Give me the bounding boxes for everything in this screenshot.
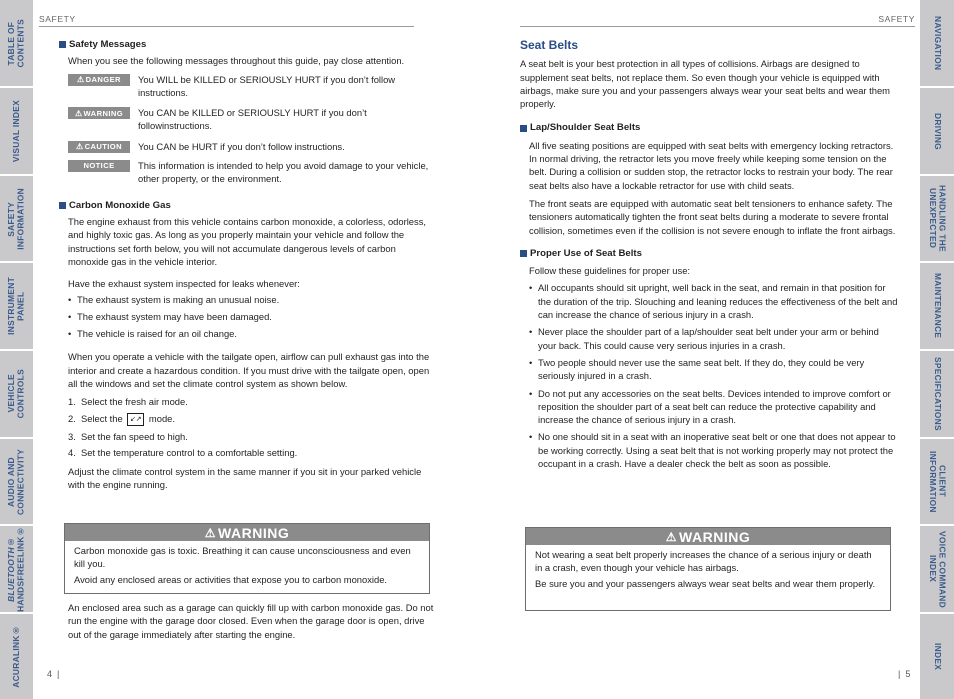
tab-safety-information[interactable]	[0, 176, 34, 261]
tab-label: SPECIFICATIONS	[932, 357, 943, 431]
list-item: 1. Select the fresh air mode.	[68, 396, 188, 408]
tab-table-of-contents[interactable]	[0, 0, 34, 86]
list-item: • The exhaust system is making an unusual noise.	[68, 294, 280, 306]
tab-label: HANDLING THE UNEXPECTED	[928, 185, 948, 252]
tab-label: VEHICLE CONTROLS	[6, 369, 26, 419]
co-paragraph: Adjust the climate control system in the same manner if you sit in your parked vehicle with the engine running.	[68, 465, 422, 490]
tab-audio-connectivity[interactable]	[0, 439, 34, 524]
list-item: 4. Set the temperature control to a comfortable setting.	[68, 447, 298, 459]
caution-label: ⚠ CAUTION	[68, 141, 130, 153]
co-paragraph: When you operate a vehicle with the tailgate open, airflow can pull exhaust gas into the interior and create a hazardous condition. If you must drive with the tailgate open, open all the windows and set the climate control system as shown below.	[68, 351, 430, 389]
section-marker-icon	[59, 41, 66, 48]
left-header-rule	[39, 26, 414, 27]
signal-row-notice	[68, 159, 437, 186]
section-heading: Proper Use of Seat Belts	[520, 247, 898, 260]
list-item: 3. Set the fan speed to high.	[68, 430, 188, 442]
tab-label: TABLE OF CONTENTS	[6, 18, 26, 68]
danger-label: ⚠ DANGER	[68, 74, 130, 86]
section-marker-icon	[59, 202, 66, 209]
warning-text: Not wearing a seat belt properly increases the chance of a serious injury or death in a crash, even though your vehicle has airbags.	[535, 549, 872, 573]
tab-label: INSTRUMENT PANEL	[6, 277, 26, 335]
left-page-content	[59, 38, 437, 491]
tab-acuralink[interactable]	[0, 614, 34, 699]
page-number: | 5	[898, 669, 911, 679]
tab-client-information[interactable]	[920, 439, 954, 524]
section-heading: Lap/Shoulder Seat Belts	[520, 121, 898, 134]
left-page-header: SAFETY	[39, 14, 76, 24]
safety-messages-intro: When you see the following messages throughout this guide, pay close attention.	[68, 55, 405, 67]
tab-label: HANDSFREELINK®	[15, 526, 26, 612]
tab-label: DRIVING	[932, 112, 943, 150]
tab-label: NAVIGATION	[932, 15, 943, 71]
warning-box-title: ⚠ WARNING	[526, 528, 890, 545]
tab-navigation[interactable]	[920, 0, 954, 86]
right-header-rule	[520, 26, 915, 27]
tab-voice-command-index[interactable]	[920, 526, 954, 612]
warning-text: Be sure you and your passengers always wear seat belts and wear them properly.	[535, 578, 876, 590]
warning-label: ⚠ WARNING	[68, 107, 130, 119]
warning-triangle-icon: ⚠	[665, 529, 678, 544]
tab-vehicle-controls[interactable]	[0, 351, 34, 437]
right-warning-box	[525, 527, 891, 611]
list-item: • The vehicle is raised for an oil change.	[68, 328, 237, 340]
section-marker-icon	[520, 125, 527, 132]
signal-row-caution	[68, 140, 437, 153]
list-item: • Two people should never use the same seat belt. If they do, they could be very seriously injured in a crash.	[529, 356, 865, 382]
warning-triangle-icon: ⚠	[77, 74, 85, 84]
tab-label: MAINTENANCE	[932, 273, 943, 339]
fan-mode-icon: ↙↗	[127, 413, 144, 426]
section-heading: Safety Messages	[59, 38, 437, 51]
warning-text: Avoid any enclosed areas or activities that expose you to carbon monoxide.	[74, 574, 388, 586]
tab-label: VOICE COMMAND INDEX	[928, 530, 948, 608]
tab-visual-index[interactable]	[0, 88, 34, 174]
tab-specifications[interactable]	[920, 351, 954, 437]
list-item: • Do not put any accessories on the seat belts. Devices intended to improve comfort or reposition the shoulder part of a seat belt can reduce the protective capability and increase the chance of serious injury in a crash.	[529, 387, 891, 426]
tab-instrument-panel[interactable]	[0, 263, 34, 349]
closing-paragraph: An enclosed area such as a garage can quickly fill up with carbon monoxide gas. Do not run the engine with the garage door closed. Even when the garage door is open, drive out of the garage immediately after starting the engine.	[68, 602, 434, 640]
page-title: Seat Belts	[520, 38, 579, 52]
seat-belt-intro: A seat belt is your best protection in all types of collisions. Airbags are designed to supplement seat belts, not replace them. So even though your vehicle is equipped with airbags, make sure you and your passengers always wear your seat belts and wear them properly.	[520, 58, 890, 110]
left-warning-box	[64, 523, 430, 594]
lap-shoulder-paragraph: The front seats are equipped with automatic seat belt tensioners to enhance safety. The tensioners automatically tighten the front seat belts during a moderate to severe frontal collision, sometimes even if the collision is not severe enough to inflate the front airbags.	[529, 197, 896, 236]
signal-text: You CAN be HURT if you don’t follow instructions.	[138, 140, 345, 152]
list-item: 2. Select the ↙↗ mode.	[68, 412, 437, 426]
right-page-content	[520, 39, 898, 470]
tab-label: CLIENT INFORMATION	[928, 450, 948, 513]
warning-box-title: ⚠ WARNING	[65, 524, 429, 541]
section-heading: Carbon Monoxide Gas	[59, 199, 437, 212]
signal-row-danger	[68, 73, 437, 100]
right-page-header: SAFETY	[878, 14, 915, 24]
tab-label: SAFETY INFORMATION	[6, 187, 26, 250]
section-marker-icon	[520, 250, 527, 257]
warning-triangle-icon: ⚠	[204, 525, 217, 540]
signal-text: You CAN be KILLED or SERIOUSLY HURT if you don’t followinstructions.	[138, 107, 367, 132]
tab-label: INDEX	[932, 642, 943, 671]
list-item: • Never place the shoulder part of a lap/shoulder seat belt under your arm or behind your back. This could cause very serious injuries in a crash.	[529, 326, 879, 351]
tab-handling-unexpected[interactable]	[920, 176, 954, 261]
list-item: • All occupants should sit upright, well back in the seat, and remain in that position for the duration of the trip. Slouching and leaning reduces the effectiveness of the belt and can increase the chance of serious injury in a crash.	[529, 282, 898, 321]
tab-maintenance[interactable]	[920, 263, 954, 349]
list-item: • The exhaust system may have been damaged.	[68, 311, 272, 323]
lap-shoulder-paragraph: All five seating positions are equipped with seat belts with emergency locking retractors. In normal driving, the retractor lets you move freely while keeping some tension on the belt. During a collision or sudden stop, the retractor locks to restrain your body. The rear seat belts also have a lockable retractor for use with child seats.	[529, 139, 894, 191]
warning-triangle-icon: ⚠	[76, 142, 84, 152]
signal-text: This information is intended to help you avoid damage to your vehicle, other property, or the environment.	[138, 160, 429, 185]
warning-triangle-icon: ⚠	[74, 108, 83, 118]
signal-text: You WILL be KILLED or SERIOUSLY HURT if you don’t follow instructions.	[138, 73, 396, 98]
proper-use-intro: Follow these guidelines for proper use:	[529, 265, 691, 277]
tab-driving[interactable]	[920, 88, 954, 174]
co-paragraph: Have the exhaust system inspected for leaks whenever:	[68, 278, 300, 290]
tab-label-italic: BLUETOOTH®	[6, 536, 16, 602]
tab-label: VISUAL INDEX	[10, 99, 21, 163]
signal-row-warning	[68, 106, 437, 133]
page-number: 4 |	[47, 669, 60, 679]
warning-text: Carbon monoxide gas is toxic. Breathing it can cause unconsciousness and even kill you.	[74, 545, 411, 569]
tab-index[interactable]	[920, 614, 954, 699]
tab-bluetooth-handsfreelink[interactable]	[0, 526, 34, 612]
tab-label: ACURALINK®	[10, 625, 21, 688]
co-paragraph: The engine exhaust from this vehicle contains carbon monoxide, a colorless, odorless, and highly toxic gas. As long as you properly maintain your vehicle and follow the instructions set forth below, you will not accumulate dangerous levels of carbon monoxide gas in the vehicle interior.	[68, 215, 427, 267]
tab-label: AUDIO AND CONNECTIVITY	[6, 448, 26, 515]
list-item: • No one should sit in a seat with an inoperative seat belt or one that does not appear to be working correctly. Using a seat belt that is not working properly may not protect the occupant in a crash. Have a dealer check the belt as soon as possible.	[529, 431, 896, 470]
notice-label: NOTICE	[68, 160, 130, 172]
